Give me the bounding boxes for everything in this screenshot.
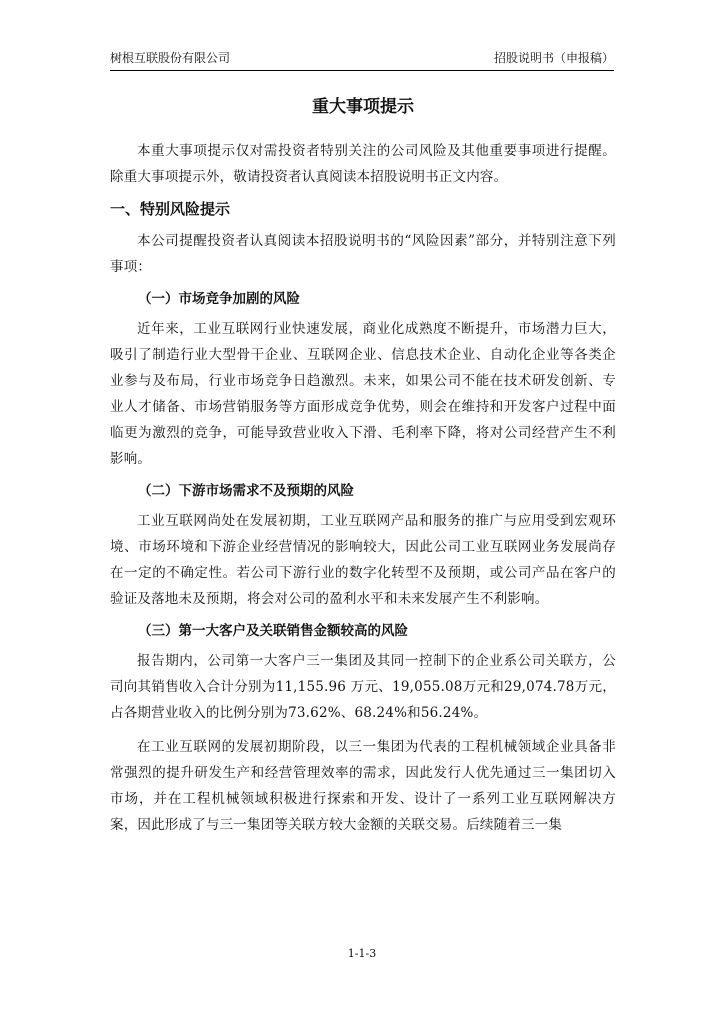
risk-heading-downstream-demand: （二）下游市场需求不及预期的风险 — [138, 483, 354, 499]
risk-heading-top-customer: （三）第一大客户及关联销售金额较高的风险 — [138, 623, 408, 639]
page-title: 重大事项提示 — [312, 97, 414, 117]
risk-paragraph-top-customer-sales: 报告期内，公司第一大客户三一集团及其同一控制下的企业系公司关联方，公司向其销售收入合计分别为11,155.96 万元、19,055.08万元和29,074.78万元，占各期营业收入的比例分别为73.62%、68.24%和56.24%。 — [110, 653, 616, 721]
document-type: 招股说明书（申报稿） — [493, 51, 614, 65]
page-header — [110, 50, 614, 71]
company-name: 树根互联股份有限公司 — [110, 51, 231, 65]
intro-paragraph: 本重大事项提示仅对需投资者特别关注的公司风险及其他重要事项进行提醒。除重大事项提示外，敬请投资者认真阅读本招股说明书正文内容。 — [110, 143, 616, 185]
risk-paragraph-downstream-demand: 工业互联网尚处在发展初期，工业互联网产品和服务的推广与应用受到宏观环境、市场环境和下游企业经营情况的影响较大，因此公司工业互联网业务发展尚存在一定的不确定性。若公司下游行业的数字化转型不及预期，或公司产品在客户的验证及落地未及预期，将会对公司的盈利水平和未来发展产生不利影响。 — [110, 513, 616, 607]
document-body — [110, 96, 616, 838]
page-number: 1-1-3 — [347, 947, 377, 960]
risk-paragraph-top-customer-background: 在工业互联网的发展初期阶段，以三一集团为代表的工程机械领域企业具备非常强烈的提升研发生产和经营管理效率的需求，因此发行人优先通过三一集团切入市场，并在工程机械领域积极进行探索和开发、设计了一系列工业互联网解决方案，因此形成了与三一集团等关联方较大金额的关联交易。后续随着三一集 — [110, 739, 616, 833]
risk-paragraph-market-competition: 近年来，工业互联网行业快速发展，商业化成熟度不断提升，市场潜力巨大，吸引了制造行业大型骨干企业、互联网企业、信息技术企业、自动化企业等各类企业参与及布局，行业市场竞争日趋激烈。未来，如果公司不能在技术研发创新、专业人才储备、市场营销服务等方面形成竞争优势，则会在维持和开发客户过程中面临更为激烈的竞争，可能导致营业收入下滑、毛利率下降，将对公司经营产生不利影响。 — [110, 321, 616, 467]
risk-heading-market-competition: （一）市场竞争加剧的风险 — [138, 291, 300, 307]
section-intro-paragraph: 本公司提醒投资者认真阅读本招股说明书的“风险因素”部分，并特别注意下列事项： — [110, 233, 616, 275]
section-heading-special-risks: 一、特别风险提示 — [110, 200, 231, 218]
